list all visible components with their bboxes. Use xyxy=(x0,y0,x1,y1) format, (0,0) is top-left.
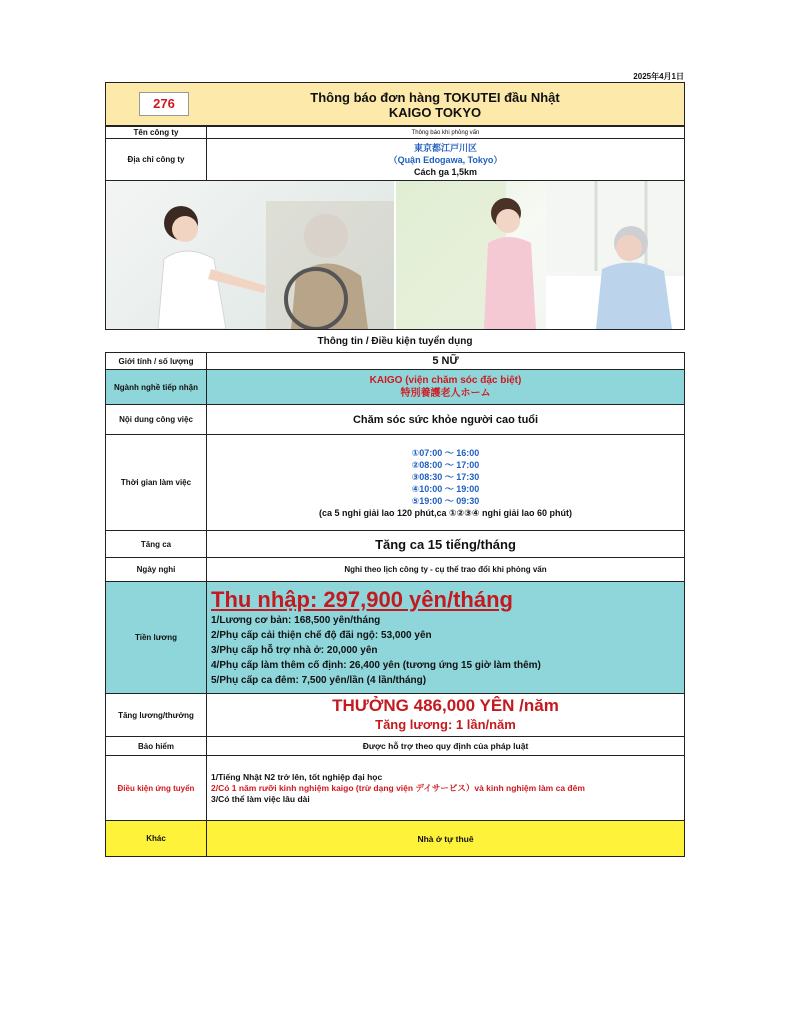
raise-frequency: Tăng lương: 1 lần/năm xyxy=(375,717,516,732)
salary-item: 3/Phụ cấp hỗ trợ nhà ở: 20,000 yên xyxy=(211,645,378,656)
insurance-value: Được hỗ trợ theo quy định của pháp luật xyxy=(207,737,685,756)
address-jp: 東京都江戸川区 xyxy=(413,142,477,153)
industry-value-jp: 特別養護老人ホーム xyxy=(400,388,491,399)
shift-1: ①07:00 ～ 16:00 xyxy=(411,447,480,458)
company-address-value xyxy=(207,139,685,181)
salary-item: 1/Lương cơ bản: 168,500 yên/tháng xyxy=(211,615,381,626)
page-title xyxy=(206,90,664,120)
other-label: Khác xyxy=(106,821,207,857)
photo-strip xyxy=(105,181,685,330)
document-date: 2025年4月1日 xyxy=(633,72,684,81)
bonus-label: Tăng lương/thưởng xyxy=(106,694,207,737)
salary-breakdown xyxy=(211,613,680,688)
holiday-label: Ngày nghỉ xyxy=(106,558,207,582)
job-order-sheet xyxy=(105,82,685,857)
job-label: Nội dung công việc xyxy=(106,405,207,435)
order-code: 276 xyxy=(139,92,189,116)
salary-item: 4/Phụ cấp làm thêm cố định: 26,400 yên (tương ứng 15 giờ làm thêm) xyxy=(211,660,541,671)
condition-item: 2/Có 1 năm rưỡi kinh nghiệm kaigo (trừ dạng viện デイサービス）và kinh nghiệm làm ca đêm xyxy=(211,782,585,793)
title-line-1: Thông báo đơn hàng TOKUTEI đầu Nhật xyxy=(310,90,560,105)
shift-5: ⑤19:00 ～ 09:30 xyxy=(411,495,480,506)
industry-label: Ngành nghề tiếp nhận xyxy=(106,370,207,405)
condition-item: 1/Tiếng Nhật N2 trở lên, tốt nghiệp đại học xyxy=(211,771,383,782)
industry-value xyxy=(207,370,685,405)
header-banner xyxy=(105,82,685,126)
company-name-value: Thông báo khi phỏng vấn xyxy=(207,127,685,139)
section-title: Thông tin / Điều kiện tuyển dụng xyxy=(317,336,473,347)
other-value: Nhà ở tự thuê xyxy=(207,821,685,857)
salary-label: Tiền lương xyxy=(106,582,207,694)
job-value: Chăm sóc sức khỏe người cao tuổi xyxy=(207,405,685,435)
company-table xyxy=(105,126,685,181)
company-address-label: Địa chỉ công ty xyxy=(106,139,207,181)
hours-label: Thời gian làm việc xyxy=(106,435,207,531)
condition-item: 3/Có thể làm việc lâu dài xyxy=(211,793,310,804)
conditions-label: Điều kiện ứng tuyển xyxy=(106,756,207,821)
income-headline: Thu nhập: 297,900 yên/tháng xyxy=(211,587,513,612)
hours-value xyxy=(207,435,685,531)
shift-4: ④10:00 ～ 19:00 xyxy=(411,483,480,494)
shift-3: ③08:30 ～ 17:30 xyxy=(411,471,480,482)
overtime-label: Tăng ca xyxy=(106,531,207,558)
insurance-label: Bảo hiểm xyxy=(106,737,207,756)
title-line-2: KAIGO TOKYO xyxy=(388,105,482,120)
caregiver-wheelchair-photo xyxy=(106,181,394,329)
gender-value: 5 NỮ xyxy=(207,353,685,370)
break-note: (ca 5 nghỉ giải lao 120 phút,ca ①②③④ nghỉ giải lao 60 phút) xyxy=(318,507,572,518)
station-distance: Cách ga 1,5km xyxy=(413,166,478,177)
industry-value-vn: KAIGO (viện chăm sóc đặc biệt) xyxy=(369,375,522,386)
overtime-value: Tăng ca 15 tiếng/tháng xyxy=(207,531,685,558)
gender-label: Giới tính / số lượng xyxy=(106,353,207,370)
company-name-label: Tên công ty xyxy=(106,127,207,139)
salary-item: 2/Phụ cấp cải thiện chế độ đãi ngộ: 53,000 yên xyxy=(211,630,432,641)
bonus-value xyxy=(207,694,685,737)
address-vn: （Quận Edogawa, Tokyo） xyxy=(388,154,503,165)
conditions-value xyxy=(207,756,685,821)
salary-value xyxy=(207,582,685,694)
salary-item: 5/Phụ cấp ca đêm: 7,500 yên/lần (4 lần/tháng) xyxy=(211,675,427,686)
caregiver-bedside-photo xyxy=(394,181,684,329)
bonus-amount: THƯỞNG 486,000 YÊN /năm xyxy=(332,696,559,715)
shift-2: ②08:00 ～ 17:00 xyxy=(411,459,480,470)
conditions-table xyxy=(105,352,685,857)
holiday-value: Nghỉ theo lịch công ty - cụ thể trao đổi khi phỏng vấn xyxy=(207,558,685,582)
